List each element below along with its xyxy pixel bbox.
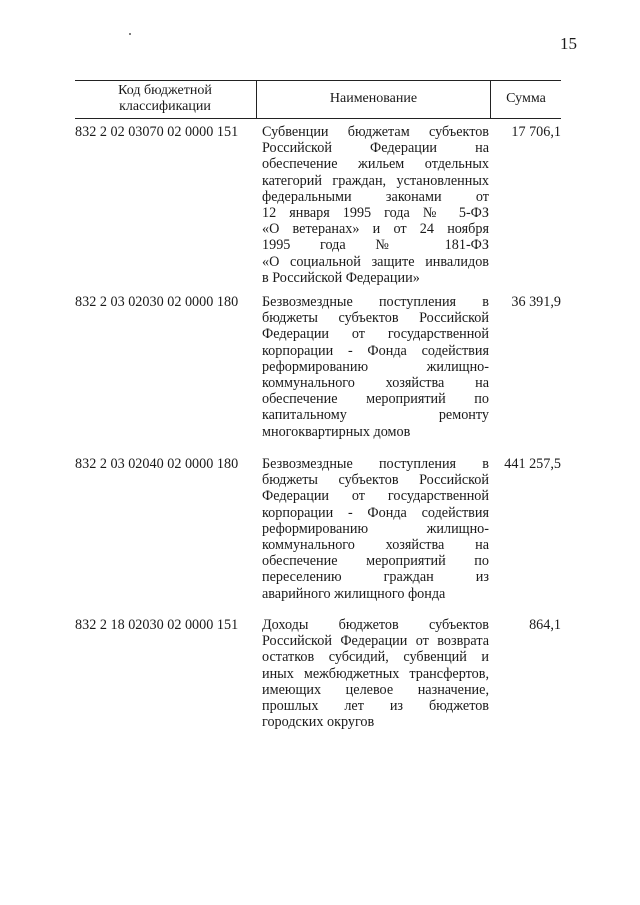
item-name-line: аварийного жилищного фонда [262, 585, 446, 602]
budget-code: 832 2 18 02030 02 0000 151 [75, 617, 239, 633]
item-name-line: «О ветеранах» и от 24 ноября [262, 221, 489, 238]
item-name-line: коммунального хозяйства на [262, 374, 489, 391]
header-name: Наименование [329, 91, 418, 106]
item-name [262, 617, 489, 730]
budget-code: 832 2 03 02040 02 0000 180 [75, 456, 239, 472]
item-name [262, 124, 489, 286]
item-name-line: Федерации от государственной [262, 488, 489, 505]
item-name-line: федеральными законами от [262, 188, 489, 205]
budget-code: 832 2 02 03070 02 0000 151 [75, 124, 239, 140]
item-name-line: Безвозмездные поступления в [262, 294, 489, 310]
page-number: 15 [560, 34, 577, 53]
item-name-line: прошлых лет из бюджетов [262, 697, 489, 714]
item-name-line: Российской Федерации на [262, 140, 489, 157]
item-name-line: 1995 года № 181-ФЗ [262, 237, 489, 254]
item-name-line: реформированию жилищно- [262, 358, 489, 375]
item-name [262, 456, 489, 602]
item-sum: 17 706,1 [511, 124, 561, 140]
item-name-line: категорий граждан, установленных [262, 172, 489, 189]
item-name-line: 12 января 1995 года № 5-ФЗ [262, 204, 489, 221]
item-name-line: коммунального хозяйства на [262, 536, 489, 553]
table-header-bottom-border [75, 118, 561, 119]
item-name-line: имеющих целевое назначение, [262, 681, 489, 698]
item-name-line: обеспечение мероприятий по [262, 553, 489, 570]
item-name-line: городских округов [262, 714, 375, 731]
header-sum: Сумма [506, 91, 546, 106]
item-name-line: обеспечение жильем отдельных [262, 156, 489, 173]
item-name-line: «О социальной защите инвалидов [262, 253, 489, 270]
header-code: Код бюджетной классификации [118, 83, 212, 114]
item-sum: 36 391,9 [511, 294, 561, 310]
item-name-line: переселению граждан из [262, 569, 489, 586]
item-name-line: Федерации от государственной [262, 326, 489, 343]
item-name-line: бюджеты субъектов Российской [262, 472, 489, 489]
item-name-line: в Российской Федерации» [262, 269, 420, 286]
item-name-line: капитальному ремонту [262, 407, 489, 424]
item-name-line: реформированию жилищно- [262, 520, 489, 537]
item-name-line: бюджеты субъектов Российской [262, 310, 489, 327]
item-name-line: многоквартирных домов [262, 423, 411, 440]
item-name-line: Субвенции бюджетам субъектов [262, 124, 489, 140]
item-sum: 864,1 [529, 617, 561, 633]
scan-speck [129, 33, 131, 35]
item-name-line: Доходы бюджетов субъектов [262, 617, 489, 633]
item-name-line: Безвозмездные поступления в [262, 456, 489, 472]
item-name-line: обеспечение мероприятий по [262, 391, 489, 408]
item-name-line: Российской Федерации от возврата [262, 633, 489, 650]
item-sum: 441 257,5 [504, 456, 561, 472]
item-name-line: корпорации - Фонда содействия [262, 342, 489, 359]
item-name-line: корпорации - Фонда содействия [262, 504, 489, 521]
item-name [262, 294, 489, 440]
budget-code: 832 2 03 02030 02 0000 180 [75, 294, 239, 310]
item-name-line: остатков субсидий, субвенций и [262, 649, 489, 666]
item-name-line: иных межбюджетных трансфертов, [262, 665, 489, 682]
